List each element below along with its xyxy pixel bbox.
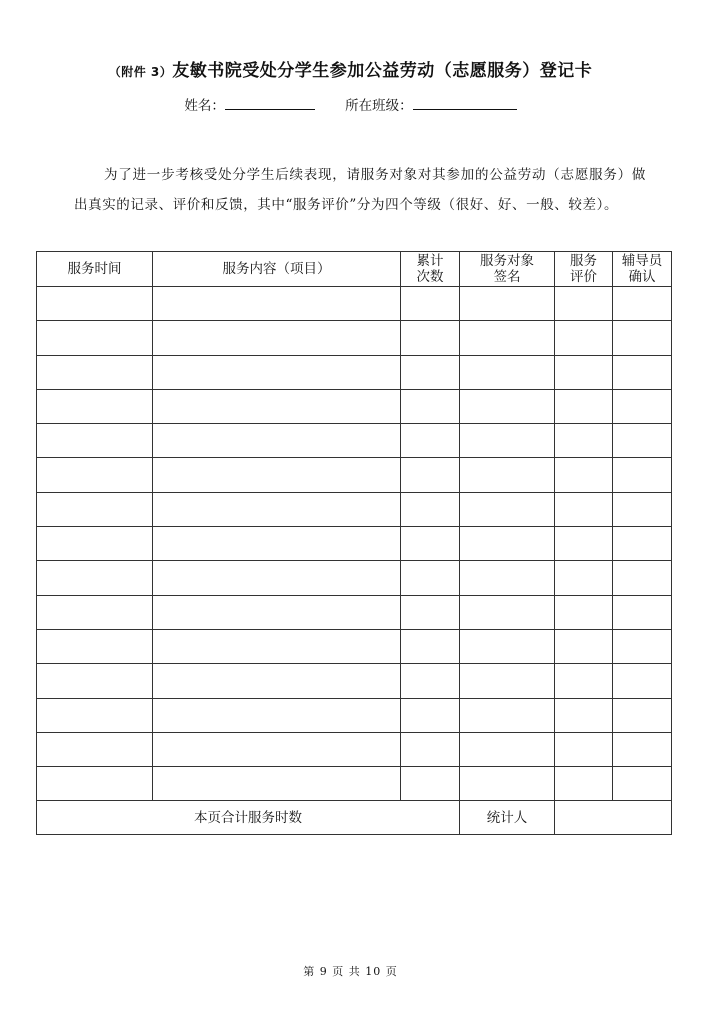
table-cell[interactable]	[153, 629, 401, 663]
header-cumulative-count: 累计 次数	[401, 252, 460, 287]
table-cell[interactable]	[37, 321, 153, 355]
table-cell[interactable]	[613, 321, 672, 355]
table-cell[interactable]	[401, 767, 460, 801]
table-cell[interactable]	[37, 698, 153, 732]
table-cell[interactable]	[401, 424, 460, 458]
table-cell[interactable]	[401, 629, 460, 663]
header-service-content: 服务内容（项目）	[153, 252, 401, 287]
table-cell[interactable]	[613, 629, 672, 663]
table-cell[interactable]	[613, 458, 672, 492]
table-row	[37, 629, 672, 663]
table-cell[interactable]	[401, 664, 460, 698]
table-cell[interactable]	[613, 389, 672, 423]
table-cell[interactable]	[613, 355, 672, 389]
table-cell[interactable]	[613, 424, 672, 458]
table-cell[interactable]	[401, 321, 460, 355]
table-row	[37, 698, 672, 732]
table-cell[interactable]	[401, 355, 460, 389]
table-cell[interactable]	[555, 732, 613, 766]
table-cell[interactable]	[555, 287, 613, 321]
table-cell[interactable]	[153, 767, 401, 801]
table-cell[interactable]	[37, 355, 153, 389]
table-cell[interactable]	[460, 287, 555, 321]
table-cell[interactable]	[460, 629, 555, 663]
table-row	[37, 321, 672, 355]
header-service-evaluation: 服务 评价	[555, 252, 613, 287]
table-cell[interactable]	[153, 527, 401, 561]
table-cell[interactable]	[401, 561, 460, 595]
table-row	[37, 458, 672, 492]
table-cell[interactable]	[460, 595, 555, 629]
name-field[interactable]	[225, 95, 315, 110]
table-row	[37, 595, 672, 629]
table-cell[interactable]	[153, 424, 401, 458]
table-row	[37, 492, 672, 526]
table-cell[interactable]	[401, 698, 460, 732]
table-cell[interactable]	[37, 664, 153, 698]
name-label: 姓名：	[184, 98, 225, 114]
total-hours-label: 本页合计服务时数	[37, 801, 460, 835]
title-prefix: （附件 3）	[108, 65, 173, 79]
table-cell[interactable]	[153, 389, 401, 423]
title-main: 友敏书院受处分学生参加公益劳动（志愿服务）登记卡	[172, 61, 593, 81]
table-header-row	[37, 252, 672, 287]
table-cell[interactable]	[153, 698, 401, 732]
table-row	[37, 355, 672, 389]
table-cell[interactable]	[37, 492, 153, 526]
table-row	[37, 424, 672, 458]
table-cell[interactable]	[613, 664, 672, 698]
table-cell[interactable]	[37, 458, 153, 492]
table-cell[interactable]	[153, 595, 401, 629]
table-cell[interactable]	[613, 698, 672, 732]
table-cell[interactable]	[460, 424, 555, 458]
table-cell[interactable]	[37, 595, 153, 629]
statistician-label: 统计人	[460, 801, 555, 835]
table-cell[interactable]	[555, 321, 613, 355]
table-cell[interactable]	[555, 767, 613, 801]
table-row	[37, 389, 672, 423]
student-fields	[0, 94, 701, 114]
table-row	[37, 664, 672, 698]
table-cell[interactable]	[555, 458, 613, 492]
class-field[interactable]	[413, 95, 517, 110]
table-cell[interactable]	[153, 355, 401, 389]
table-cell[interactable]	[555, 527, 613, 561]
table-cell[interactable]	[401, 527, 460, 561]
class-label: 所在班级：	[345, 98, 413, 114]
table-cell[interactable]	[555, 595, 613, 629]
table-cell[interactable]	[460, 698, 555, 732]
table-cell[interactable]	[37, 561, 153, 595]
table-cell[interactable]	[555, 355, 613, 389]
table-cell[interactable]	[460, 389, 555, 423]
service-record-table	[36, 251, 672, 835]
table-cell[interactable]	[460, 355, 555, 389]
table-cell[interactable]	[460, 492, 555, 526]
statistician-cell[interactable]	[555, 801, 672, 835]
table-body	[37, 287, 672, 801]
table-cell[interactable]	[153, 664, 401, 698]
table-cell[interactable]	[401, 595, 460, 629]
table-cell[interactable]	[37, 767, 153, 801]
table-cell[interactable]	[613, 732, 672, 766]
table-cell[interactable]	[401, 458, 460, 492]
table-cell[interactable]	[460, 767, 555, 801]
page-number: 第 9 页 共 10 页	[303, 965, 398, 978]
table-row	[37, 732, 672, 766]
table-cell[interactable]	[555, 424, 613, 458]
table-cell[interactable]	[401, 287, 460, 321]
table-row	[37, 527, 672, 561]
header-recipient-signature: 服务对象 签名	[460, 252, 555, 287]
table-cell[interactable]	[401, 492, 460, 526]
table-cell[interactable]	[401, 732, 460, 766]
table-cell[interactable]	[613, 527, 672, 561]
table-cell[interactable]	[613, 595, 672, 629]
table-cell[interactable]	[460, 561, 555, 595]
table-cell[interactable]	[460, 527, 555, 561]
table-footer-row	[37, 801, 672, 835]
table-cell[interactable]	[555, 629, 613, 663]
table-cell[interactable]	[37, 629, 153, 663]
table-cell[interactable]	[37, 527, 153, 561]
table-cell[interactable]	[460, 732, 555, 766]
table-cell[interactable]	[153, 492, 401, 526]
table-cell[interactable]	[555, 492, 613, 526]
table-cell[interactable]	[460, 458, 555, 492]
table-cell[interactable]	[555, 389, 613, 423]
table-cell[interactable]	[613, 767, 672, 801]
table-cell[interactable]	[460, 664, 555, 698]
table-cell[interactable]	[153, 321, 401, 355]
table-row	[37, 287, 672, 321]
table-cell[interactable]	[37, 287, 153, 321]
table-cell[interactable]	[153, 561, 401, 595]
table-cell[interactable]	[153, 458, 401, 492]
table-cell[interactable]	[153, 287, 401, 321]
table-cell[interactable]	[37, 389, 153, 423]
table-cell[interactable]	[37, 424, 153, 458]
table-cell[interactable]	[555, 698, 613, 732]
table-cell[interactable]	[613, 492, 672, 526]
table-row	[37, 561, 672, 595]
page-title	[0, 56, 701, 81]
table-cell[interactable]	[555, 561, 613, 595]
table-cell[interactable]	[460, 321, 555, 355]
table-row	[37, 767, 672, 801]
table-cell[interactable]	[613, 287, 672, 321]
intro-paragraph: 为了进一步考核受处分学生后续表现，请服务对象对其参加的公益劳动（志愿服务）做出真实的记录、评价和反馈，其中“服务评价”分为四个等级（很好、好、一般、较差）。	[74, 166, 646, 213]
table-cell[interactable]	[613, 561, 672, 595]
table-cell[interactable]	[37, 732, 153, 766]
header-counselor-confirm: 辅导员 确认	[613, 252, 672, 287]
table-cell[interactable]	[401, 389, 460, 423]
header-service-time: 服务时间	[37, 252, 153, 287]
table-cell[interactable]	[153, 732, 401, 766]
table-cell[interactable]	[555, 664, 613, 698]
